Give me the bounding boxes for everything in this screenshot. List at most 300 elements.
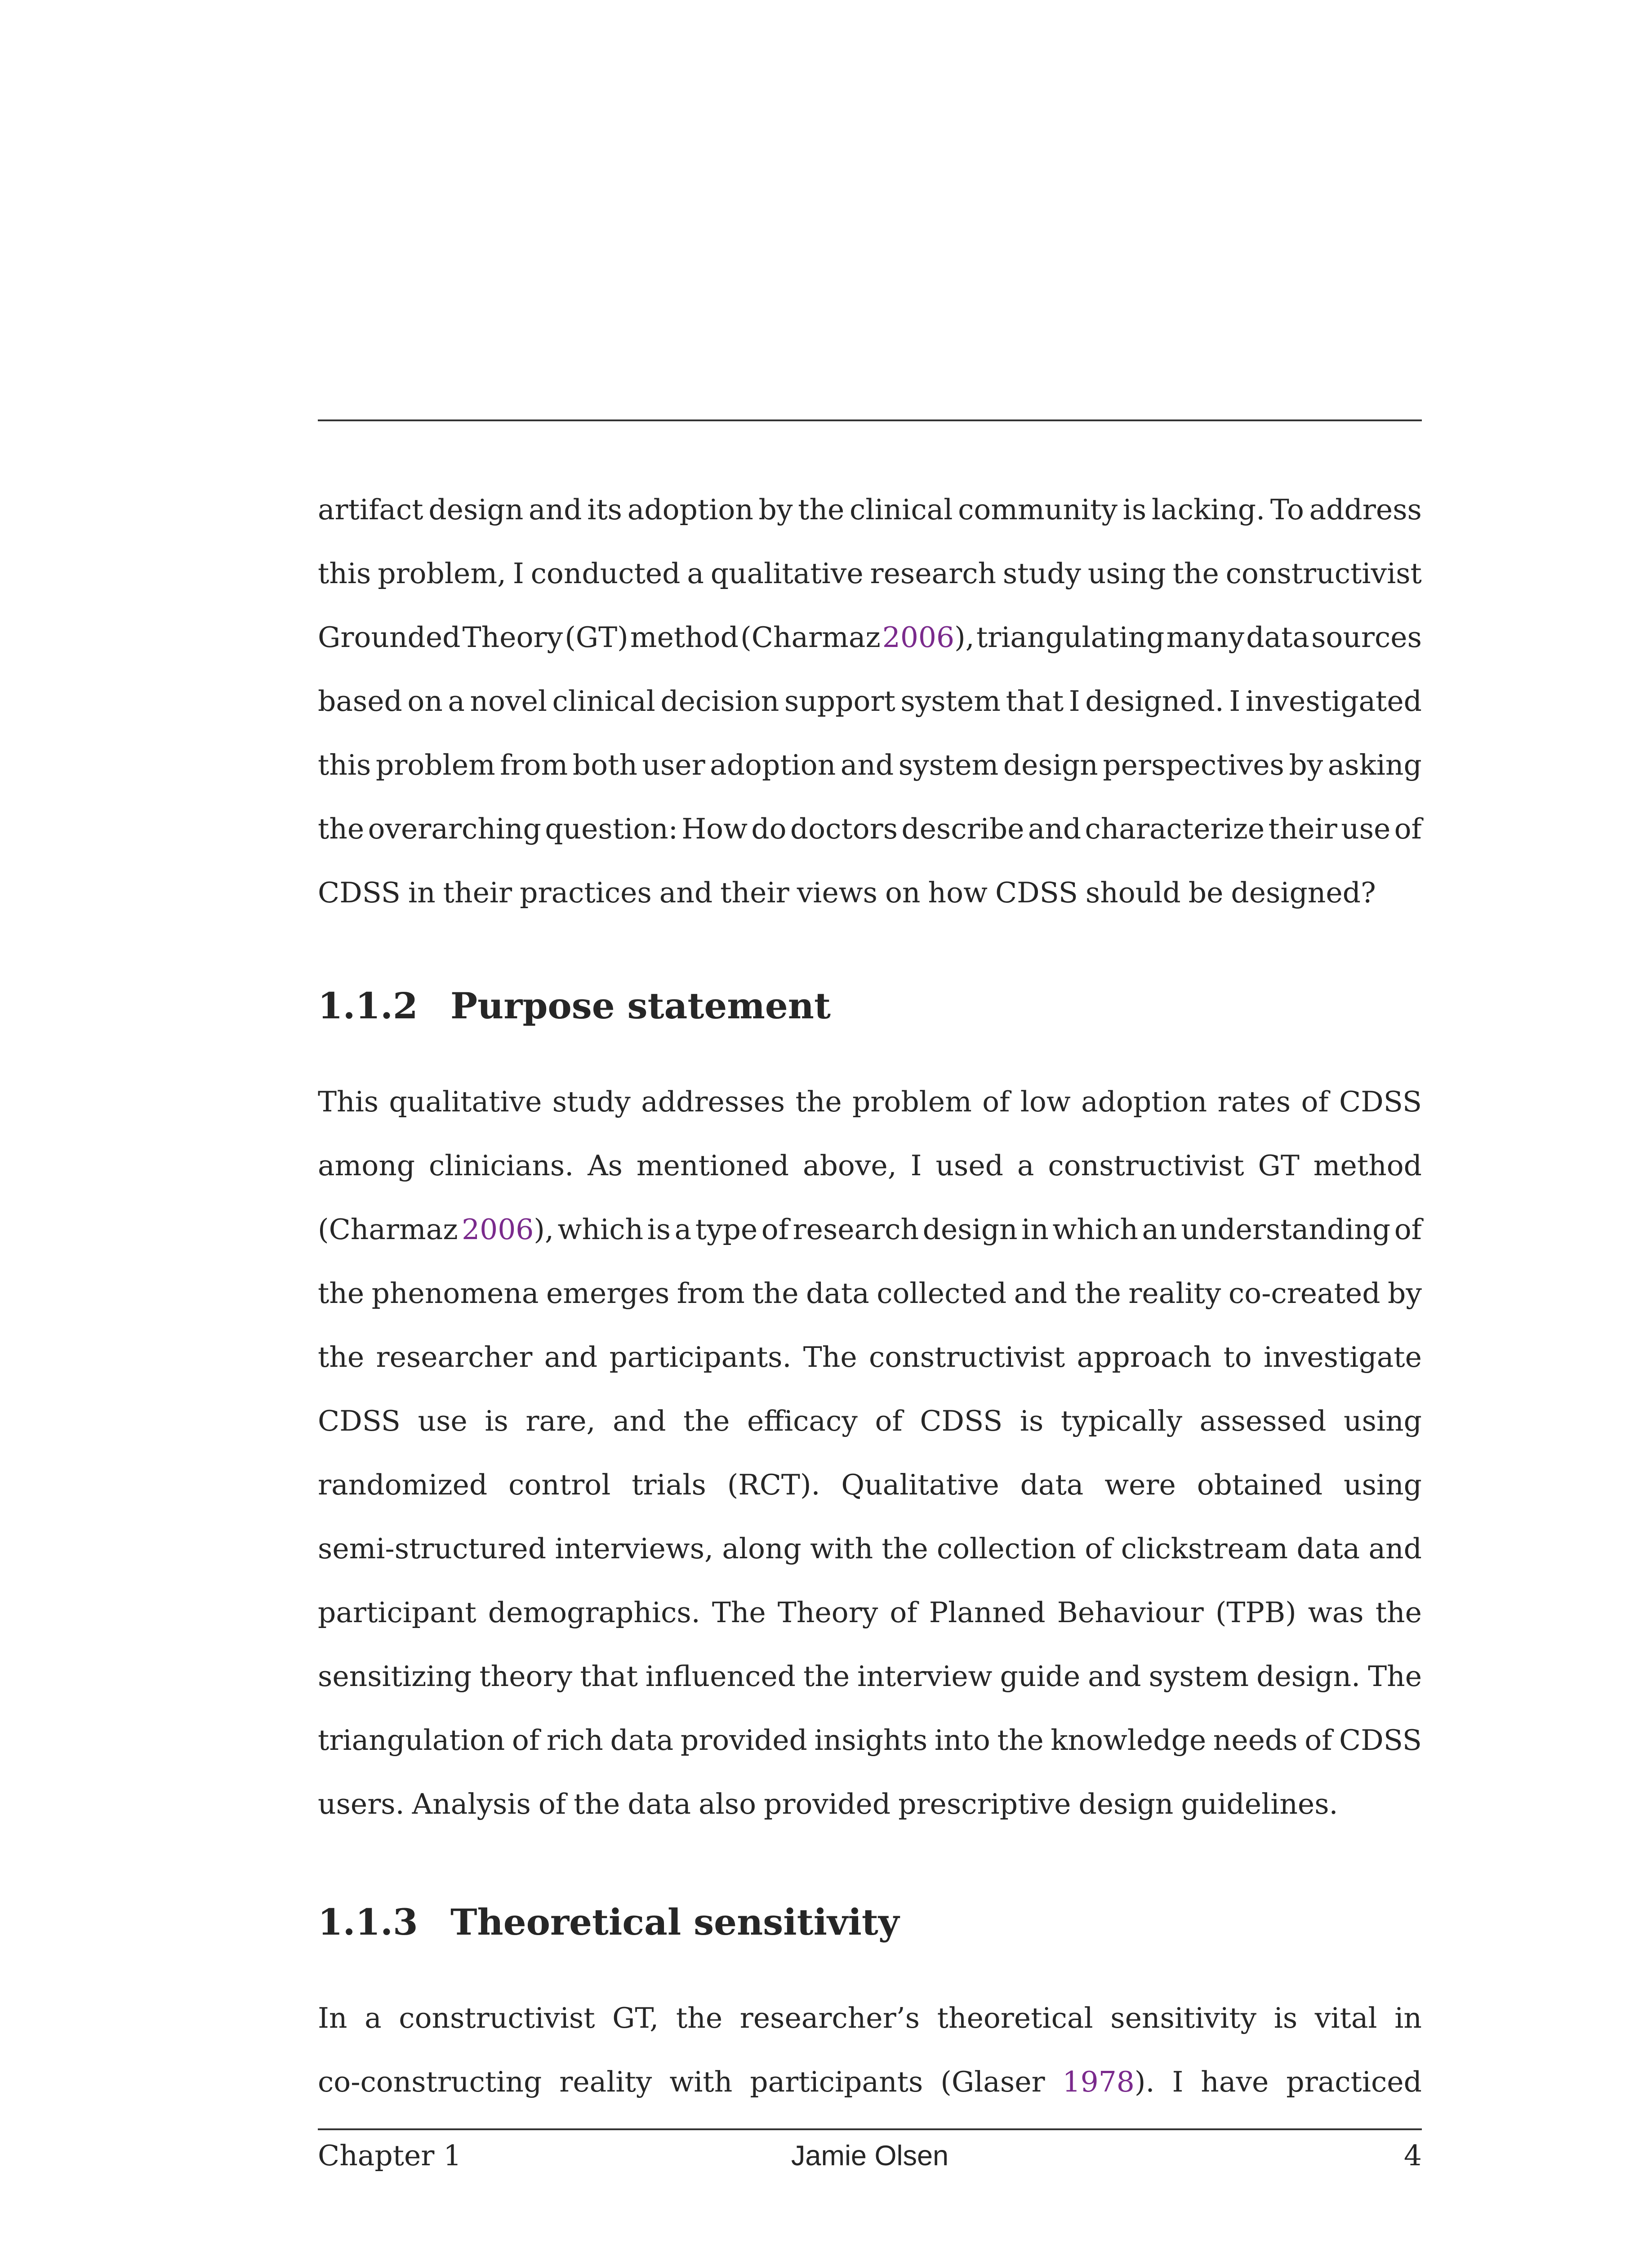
word	[882, 1517, 928, 1581]
word-text: participants.	[609, 1341, 792, 1374]
section-title: Purpose statement	[450, 985, 831, 1027]
word-text: To	[1270, 493, 1304, 526]
word	[1048, 1134, 1244, 1198]
word-text: by	[758, 493, 793, 526]
section-title: Theoretical sensitivity	[450, 1901, 899, 1943]
word-text: describe	[901, 812, 1024, 845]
word-text: provided	[680, 1724, 807, 1757]
word-text: ),	[534, 1213, 554, 1246]
word	[318, 2050, 542, 2114]
word-text: participants	[750, 2065, 923, 2098]
word-text: which	[1052, 1213, 1138, 1246]
word	[699, 1772, 756, 1836]
word	[1394, 797, 1422, 861]
word	[795, 1070, 842, 1134]
word	[814, 1708, 927, 1772]
word-text: low	[1020, 1085, 1071, 1118]
word-text: that	[1006, 685, 1064, 718]
word-text: CDSS	[1339, 1724, 1422, 1757]
word-text: the	[803, 1660, 850, 1693]
word	[318, 1645, 472, 1708]
word-text: was	[1308, 1596, 1364, 1629]
word-text: views	[797, 876, 877, 909]
word	[712, 1581, 766, 1645]
word	[1128, 1262, 1221, 1325]
citation-link[interactable]: 2006	[882, 621, 955, 654]
word	[513, 542, 524, 606]
word	[976, 606, 1165, 669]
word-text: have	[1201, 2065, 1269, 2098]
page-footer	[318, 2133, 1422, 2178]
word-text: many	[1166, 621, 1245, 654]
word	[875, 1389, 902, 1453]
word-text: guidelines.	[1181, 1788, 1338, 1820]
word-text: Theory	[462, 621, 563, 654]
word-text: and	[840, 749, 894, 781]
word-text: participant	[318, 1596, 476, 1629]
word	[1006, 669, 1064, 733]
word-text: use	[1341, 812, 1391, 845]
word-text: design	[1078, 1788, 1174, 1820]
word	[1201, 2050, 1269, 2114]
word-text: investigate	[1264, 1341, 1422, 1374]
word-text: (RCT).	[727, 1468, 820, 1501]
word	[587, 478, 622, 542]
text-line	[318, 1517, 1422, 1581]
word	[740, 606, 881, 669]
word	[462, 1198, 554, 1262]
word-text: of	[1394, 812, 1422, 845]
word-text: guide	[1000, 1660, 1081, 1693]
word-text: (Charmaz	[318, 1213, 458, 1246]
word-text: using	[1344, 1405, 1422, 1437]
word	[1003, 733, 1098, 797]
word	[1020, 1070, 1071, 1134]
word	[841, 733, 894, 797]
word	[318, 478, 423, 542]
word-text: both	[572, 749, 637, 781]
word	[1256, 1645, 1360, 1708]
word-text: by	[1289, 749, 1323, 781]
word	[1258, 1134, 1300, 1198]
text-line	[318, 478, 1422, 542]
word	[1152, 478, 1265, 542]
word-text: method	[1313, 1149, 1422, 1182]
word	[1246, 669, 1422, 733]
word	[500, 733, 568, 797]
word	[1197, 1453, 1322, 1517]
word	[520, 861, 652, 925]
word-text: doctors	[790, 812, 898, 845]
word	[1078, 1772, 1173, 1836]
word-text: design.	[1256, 1660, 1361, 1693]
word	[1103, 733, 1284, 797]
word-text: constructivist	[1048, 1149, 1244, 1182]
word-text: support	[784, 685, 895, 718]
word-text: the	[997, 1724, 1044, 1757]
word-text: the	[318, 1277, 365, 1310]
word	[508, 1453, 610, 1517]
word	[1085, 1517, 1112, 1581]
word-text: addresses	[641, 1085, 785, 1118]
word	[935, 1708, 990, 1772]
word-text: needs	[1213, 1724, 1298, 1757]
word	[1020, 1389, 1043, 1453]
word-text: and	[613, 1405, 666, 1437]
word	[318, 1986, 347, 2050]
word-text: data	[1246, 621, 1309, 654]
word	[1341, 797, 1390, 861]
word	[318, 1581, 476, 1645]
word	[1315, 1986, 1377, 2050]
word	[1075, 1262, 1121, 1325]
word	[1014, 1262, 1067, 1325]
text-line	[318, 1772, 1422, 1836]
word-text: research	[870, 557, 997, 590]
word	[512, 1708, 539, 1772]
word-text: and	[544, 1341, 598, 1374]
text-line	[318, 1389, 1422, 1453]
citation-link[interactable]: 2006	[462, 1213, 534, 1246]
word-text: approach	[1077, 1341, 1212, 1374]
word-text: triangulating	[976, 621, 1165, 654]
word	[683, 1389, 730, 1453]
word-text: the	[752, 1277, 799, 1310]
word	[722, 1517, 802, 1581]
word-text: GT,	[612, 2002, 659, 2034]
word-text: the	[683, 1405, 730, 1437]
word-text: is	[647, 1213, 671, 1246]
word-text: perspectives	[1103, 749, 1284, 781]
word	[1264, 1325, 1422, 1389]
word	[318, 733, 371, 797]
word-text: an	[1142, 1213, 1177, 1246]
word	[485, 1389, 508, 1453]
word	[687, 542, 704, 606]
word	[810, 1517, 873, 1581]
word-text: the	[1172, 557, 1219, 590]
header-rule	[318, 419, 1422, 421]
word-text: problem	[375, 749, 495, 781]
text-line	[318, 1581, 1422, 1645]
word	[1189, 861, 1224, 925]
word-text: semi-structured	[318, 1532, 547, 1565]
word	[376, 1325, 532, 1389]
word-text: assessed	[1199, 1405, 1327, 1437]
word-text: which	[557, 1213, 644, 1246]
footer-chapter: Chapter 1	[318, 2139, 462, 2172]
word-text: Behaviour	[1057, 1596, 1204, 1629]
word	[793, 1198, 919, 1262]
word	[646, 1645, 796, 1708]
word-text: this	[318, 749, 371, 781]
word	[850, 478, 953, 542]
word-text: community	[958, 493, 1118, 526]
word	[408, 861, 436, 925]
word-text: decision	[660, 685, 779, 718]
word-text: from	[500, 749, 568, 781]
word-text: clinicians.	[429, 1149, 574, 1182]
word	[1368, 1517, 1421, 1581]
word-text: research	[793, 1213, 919, 1246]
word-text: investigated	[1245, 685, 1422, 718]
word	[747, 1389, 858, 1453]
word-text: constructivist	[868, 1341, 1065, 1374]
word	[790, 797, 898, 861]
word-text: design	[922, 1213, 1018, 1246]
word-text: should	[1085, 876, 1181, 909]
word-text: sensitizing	[318, 1660, 472, 1693]
word-text: with	[669, 2065, 733, 2098]
word-text: constructivist	[399, 2002, 595, 2034]
word	[529, 478, 582, 542]
word	[1149, 1645, 1249, 1708]
word	[720, 861, 789, 925]
word	[958, 478, 1118, 542]
word	[1268, 797, 1337, 861]
word-text: data	[610, 1724, 674, 1757]
word-text: adoption	[710, 749, 836, 781]
word-text: of	[1085, 1532, 1113, 1565]
word	[318, 542, 371, 606]
word	[1296, 1517, 1360, 1581]
section-heading-theoretical-sensitivity	[318, 1901, 899, 1943]
word	[1274, 1986, 1297, 2050]
word	[610, 1708, 673, 1772]
word	[418, 1389, 468, 1453]
word	[318, 1389, 401, 1453]
word-text: data	[628, 1788, 691, 1820]
word-text: above,	[803, 1149, 897, 1182]
word	[559, 2050, 652, 2114]
word	[399, 1986, 595, 2050]
word-text: question:	[545, 812, 678, 845]
word-text: Theory	[777, 1596, 878, 1629]
word	[1061, 1389, 1182, 1453]
word	[857, 1645, 992, 1708]
word	[803, 1325, 857, 1389]
word	[1051, 1708, 1206, 1772]
word-text: into	[934, 1724, 990, 1757]
word-text: As	[588, 1149, 623, 1182]
word-text: their	[1268, 812, 1337, 845]
word	[898, 1772, 1071, 1836]
word-text: the	[1375, 1596, 1422, 1629]
word	[628, 478, 753, 542]
word	[612, 1986, 659, 2050]
word	[761, 1198, 789, 1262]
word	[1246, 606, 1309, 669]
word	[711, 542, 864, 606]
word-text: in	[408, 876, 436, 909]
word	[750, 2050, 923, 2114]
word	[1231, 861, 1376, 925]
word	[376, 733, 495, 797]
word-text: prescriptive	[898, 1788, 1071, 1820]
word	[852, 1070, 972, 1134]
word-text: I	[1229, 685, 1241, 718]
word-text: of	[512, 1724, 540, 1757]
word-text: rare,	[525, 1405, 596, 1437]
word	[759, 478, 793, 542]
word	[935, 1134, 1003, 1198]
word	[1339, 1708, 1422, 1772]
word-text: designed.	[1085, 685, 1224, 718]
word	[580, 1645, 638, 1708]
word-text: their	[720, 876, 789, 909]
word	[1020, 1453, 1084, 1517]
word-text: the	[318, 812, 365, 845]
word-text: theory	[479, 1660, 573, 1693]
word-text: design	[1003, 749, 1098, 781]
word-text: ).	[1134, 2065, 1155, 2098]
word-text: use	[418, 1405, 468, 1437]
word	[1086, 861, 1181, 925]
text-line	[318, 1645, 1422, 1708]
word-text: from	[677, 1277, 745, 1310]
word	[676, 1986, 722, 2050]
word	[1301, 1070, 1328, 1134]
word-text: conducted	[530, 557, 681, 590]
text-line	[318, 2050, 1422, 2114]
word	[1394, 1198, 1422, 1262]
word	[937, 1986, 1093, 2050]
word	[365, 1986, 382, 2050]
word-text: ),	[954, 621, 975, 654]
word-text: Grounded	[318, 621, 461, 654]
word	[1017, 1134, 1034, 1198]
word	[443, 861, 512, 925]
word-text: CDSS	[1339, 1085, 1422, 1118]
word	[630, 606, 739, 669]
word	[1069, 669, 1080, 733]
word-text: type	[695, 1213, 758, 1246]
word	[318, 1325, 364, 1389]
word-text: a	[1017, 1149, 1034, 1182]
word-text: trials	[632, 1468, 706, 1501]
word-text: be	[1188, 876, 1224, 909]
word-text: CDSS	[920, 1405, 1003, 1437]
word	[463, 606, 563, 669]
word-text: interview	[857, 1660, 993, 1693]
word-text: of	[875, 1405, 903, 1437]
word-text: qualitative	[710, 557, 864, 590]
paragraph-problem-statement	[318, 478, 1422, 925]
word	[1218, 1070, 1291, 1134]
word-text: the	[795, 1085, 842, 1118]
word-text: How	[681, 812, 748, 845]
word-text: is	[1274, 2002, 1298, 2034]
word-text: constructivist	[1225, 557, 1422, 590]
word-text: researcher’s	[739, 2002, 920, 2034]
word	[869, 1325, 1065, 1389]
word-text: on	[407, 685, 443, 718]
word	[727, 1453, 820, 1517]
word	[803, 1645, 850, 1708]
word	[681, 797, 748, 861]
word-text: I	[512, 557, 524, 590]
word-text: of	[1305, 1724, 1332, 1757]
word-text: in	[1021, 1213, 1049, 1246]
word	[890, 1581, 917, 1645]
word	[318, 1453, 487, 1517]
word-text: CDSS	[318, 876, 401, 909]
word	[318, 861, 401, 925]
word-text: their	[443, 876, 512, 909]
word-text: collection	[936, 1532, 1076, 1565]
text-line	[318, 606, 1422, 669]
word	[1110, 1986, 1256, 2050]
word-text: The	[1368, 1660, 1422, 1693]
word	[546, 1262, 669, 1325]
word	[1229, 669, 1240, 733]
word-text: clinical	[850, 493, 953, 526]
word	[318, 1134, 415, 1198]
word-text: emerges	[546, 1277, 670, 1310]
word-text: and	[1368, 1532, 1422, 1565]
word	[318, 669, 402, 733]
word-text: practices	[520, 876, 652, 909]
word-text: efficacy	[747, 1405, 858, 1437]
footer-author: Jamie Olsen	[791, 2140, 949, 2172]
word-text: along	[722, 1532, 802, 1565]
word-text: problem	[852, 1085, 972, 1118]
word-text: and	[1088, 1660, 1141, 1693]
citation-link[interactable]: 1978	[1062, 2065, 1135, 2098]
word	[806, 1262, 869, 1325]
word	[545, 797, 678, 861]
word	[882, 606, 975, 669]
section-heading-purpose-statement	[318, 985, 831, 1027]
word-text: obtained	[1197, 1468, 1323, 1501]
word	[1081, 1070, 1207, 1134]
word	[1289, 733, 1323, 797]
word-text: (TPB)	[1215, 1596, 1296, 1629]
word-text: (Glaser	[940, 2065, 1045, 2098]
word	[1200, 1389, 1327, 1453]
word-text: and	[1028, 812, 1082, 845]
word-text: a	[448, 685, 465, 718]
word-text: I	[1172, 2065, 1184, 2098]
word	[1229, 1262, 1380, 1325]
word-text: CDSS	[318, 1405, 401, 1437]
word	[378, 542, 506, 606]
word-text: theoretical	[937, 2002, 1093, 2034]
word	[669, 2050, 732, 2114]
word-text: Planned	[929, 1596, 1046, 1629]
word-text: characterize	[1085, 812, 1265, 845]
word-text: used	[935, 1149, 1003, 1182]
word	[797, 861, 877, 925]
word-text: of	[1394, 1213, 1422, 1246]
word	[870, 542, 997, 606]
word	[555, 1517, 713, 1581]
word	[911, 1134, 922, 1198]
word	[1085, 669, 1224, 733]
word-text: sources	[1311, 621, 1422, 654]
word-text: mentioned	[636, 1149, 789, 1182]
word-text: in	[1394, 2002, 1422, 2034]
word	[1270, 478, 1304, 542]
word	[1173, 542, 1219, 606]
word-text: system	[900, 685, 1001, 718]
word	[552, 1070, 631, 1134]
text-line	[318, 1262, 1422, 1325]
word-text: of	[761, 1213, 789, 1246]
word	[798, 478, 844, 542]
word-text: knowledge	[1051, 1724, 1207, 1757]
word	[982, 1070, 1010, 1134]
